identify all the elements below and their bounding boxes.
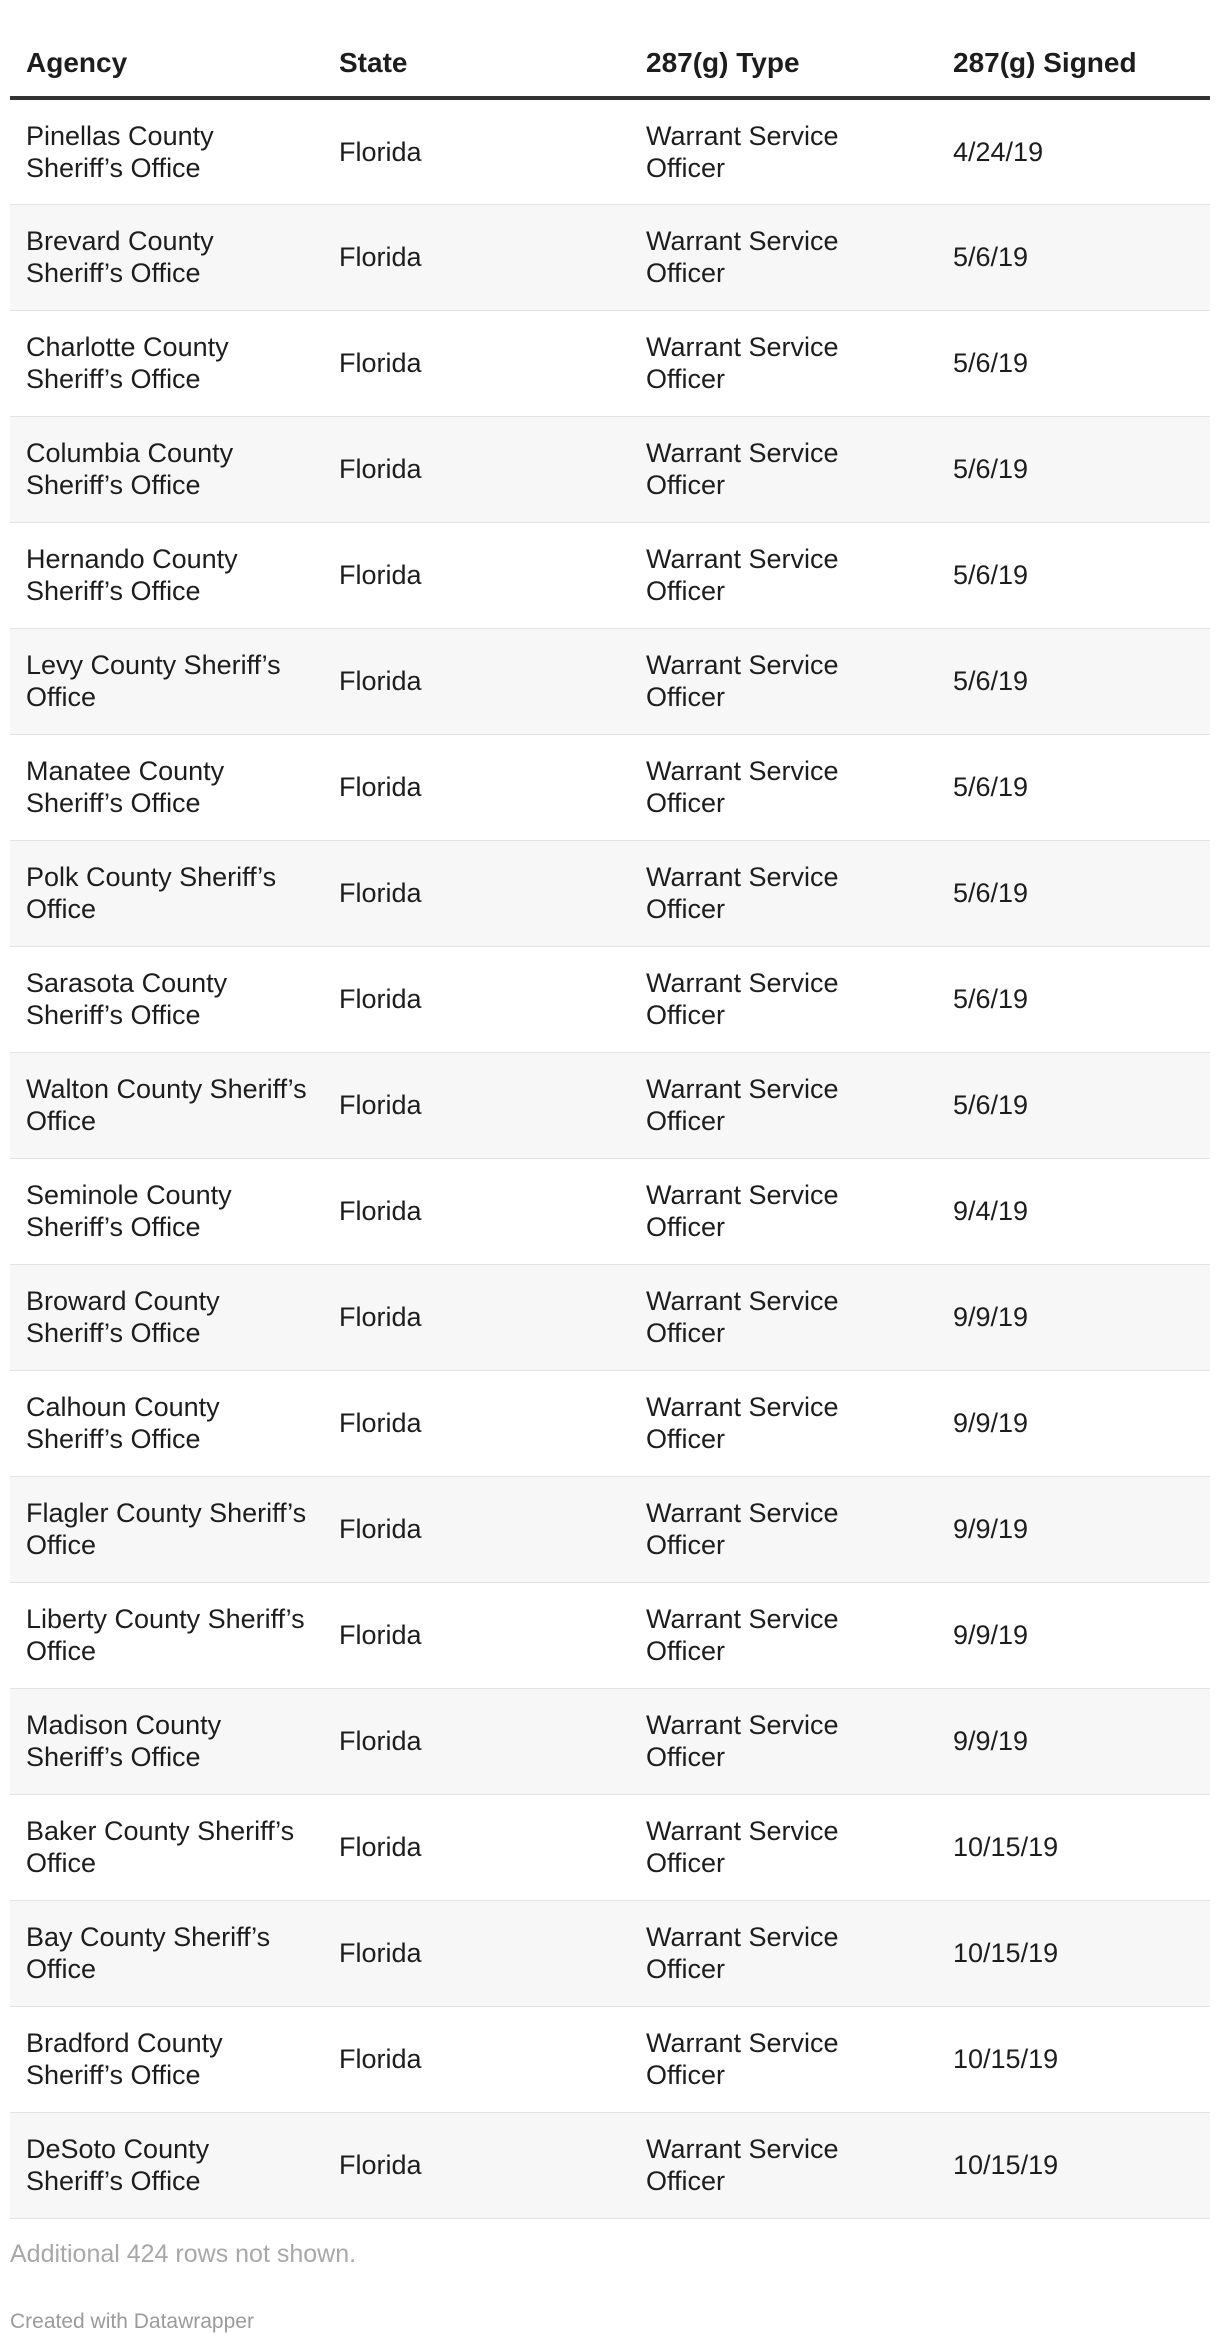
table-row [10, 1688, 1210, 1794]
state-cell: Florida [323, 1476, 630, 1582]
signed-date-cell: 5/6/19 [937, 628, 1210, 734]
signed-date-cell: 9/4/19 [937, 1158, 1210, 1264]
agency-cell: Walton County Sheriff’s Office [10, 1052, 323, 1158]
table-row [10, 416, 1210, 522]
type-cell: Warrant Service Officer [630, 2112, 937, 2218]
table-body [10, 98, 1210, 2218]
type-cell: Warrant Service Officer [630, 98, 937, 204]
type-cell: Warrant Service Officer [630, 1158, 937, 1264]
type-cell: Warrant Service Officer [630, 1264, 937, 1370]
type-cell: Warrant Service Officer [630, 416, 937, 522]
signed-date-cell: 5/6/19 [937, 946, 1210, 1052]
signed-date-cell: 9/9/19 [937, 1370, 1210, 1476]
state-cell: Florida [323, 946, 630, 1052]
state-cell: Florida [323, 522, 630, 628]
agency-cell: Bay County Sheriff’s Office [10, 1900, 323, 2006]
signed-date-cell: 9/9/19 [937, 1688, 1210, 1794]
type-cell: Warrant Service Officer [630, 2006, 937, 2112]
data-table [10, 30, 1210, 2219]
state-cell: Florida [323, 1900, 630, 2006]
agency-cell: Polk County Sheriff’s Office [10, 840, 323, 946]
table-row [10, 1582, 1210, 1688]
table-header [10, 30, 1210, 98]
table-row [10, 1158, 1210, 1264]
agency-cell: Baker County Sheriff’s Office [10, 1794, 323, 1900]
datawrapper-credit: Created with Datawrapper [10, 2310, 254, 2333]
state-cell: Florida [323, 416, 630, 522]
signed-date-cell: 10/15/19 [937, 1794, 1210, 1900]
signed-date-cell: 5/6/19 [937, 734, 1210, 840]
agency-cell: Calhoun County Sheriff’s Office [10, 1370, 323, 1476]
type-cell: Warrant Service Officer [630, 840, 937, 946]
signed-date-cell: 10/15/19 [937, 2112, 1210, 2218]
state-cell: Florida [323, 1370, 630, 1476]
signed-date-cell: 5/6/19 [937, 204, 1210, 310]
column-header-287g-type[interactable]: 287(g) Type [630, 30, 937, 98]
table-row [10, 1264, 1210, 1370]
type-cell: Warrant Service Officer [630, 628, 937, 734]
agency-cell: Manatee County Sheriff’s Office [10, 734, 323, 840]
signed-date-cell: 5/6/19 [937, 522, 1210, 628]
table-row [10, 1794, 1210, 1900]
state-cell: Florida [323, 2006, 630, 2112]
agency-cell: DeSoto County Sheriff’s Office [10, 2112, 323, 2218]
state-cell: Florida [323, 310, 630, 416]
agency-cell: Sarasota County Sheriff’s Office [10, 946, 323, 1052]
state-cell: Florida [323, 1794, 630, 1900]
table-row [10, 1370, 1210, 1476]
table-row [10, 734, 1210, 840]
agency-cell: Pinellas County Sheriff’s Office [10, 98, 323, 204]
state-cell: Florida [323, 1264, 630, 1370]
state-cell: Florida [323, 204, 630, 310]
agency-cell: Madison County Sheriff’s Office [10, 1688, 323, 1794]
type-cell: Warrant Service Officer [630, 734, 937, 840]
agency-cell: Columbia County Sheriff’s Office [10, 416, 323, 522]
type-cell: Warrant Service Officer [630, 1688, 937, 1794]
table-row [10, 98, 1210, 204]
state-cell: Florida [323, 1158, 630, 1264]
table-row [10, 628, 1210, 734]
signed-date-cell: 5/6/19 [937, 1052, 1210, 1158]
column-header-287g-signed[interactable]: 287(g) Signed [937, 30, 1210, 98]
type-cell: Warrant Service Officer [630, 1900, 937, 2006]
agency-cell: Flagler County Sheriff’s Office [10, 1476, 323, 1582]
signed-date-cell: 9/9/19 [937, 1264, 1210, 1370]
column-header-state[interactable]: State [323, 30, 630, 98]
state-cell: Florida [323, 2112, 630, 2218]
agency-cell: Brevard County Sheriff’s Office [10, 204, 323, 310]
table-row [10, 1476, 1210, 1582]
state-cell: Florida [323, 98, 630, 204]
table-row [10, 946, 1210, 1052]
type-cell: Warrant Service Officer [630, 522, 937, 628]
signed-date-cell: 4/24/19 [937, 98, 1210, 204]
agency-cell: Broward County Sheriff’s Office [10, 1264, 323, 1370]
table-row [10, 204, 1210, 310]
state-cell: Florida [323, 1052, 630, 1158]
type-cell: Warrant Service Officer [630, 204, 937, 310]
header-row [10, 30, 1210, 98]
agency-cell: Hernando County Sheriff’s Office [10, 522, 323, 628]
signed-date-cell: 10/15/19 [937, 1900, 1210, 2006]
table-row [10, 310, 1210, 416]
table-row [10, 840, 1210, 946]
type-cell: Warrant Service Officer [630, 1582, 937, 1688]
state-cell: Florida [323, 1582, 630, 1688]
table-row [10, 2006, 1210, 2112]
type-cell: Warrant Service Officer [630, 946, 937, 1052]
state-cell: Florida [323, 628, 630, 734]
table-row [10, 1052, 1210, 1158]
table-row [10, 2112, 1210, 2218]
signed-date-cell: 9/9/19 [937, 1476, 1210, 1582]
signed-date-cell: 5/6/19 [937, 416, 1210, 522]
state-cell: Florida [323, 840, 630, 946]
signed-date-cell: 9/9/19 [937, 1582, 1210, 1688]
type-cell: Warrant Service Officer [630, 310, 937, 416]
type-cell: Warrant Service Officer [630, 1476, 937, 1582]
agency-cell: Levy County Sheriff’s Office [10, 628, 323, 734]
type-cell: Warrant Service Officer [630, 1370, 937, 1476]
agency-cell: Charlotte County Sheriff’s Office [10, 310, 323, 416]
signed-date-cell: 10/15/19 [937, 2006, 1210, 2112]
table-notes: Additional 424 rows not shown. [10, 2240, 357, 2268]
table-row [10, 1900, 1210, 2006]
type-cell: Warrant Service Officer [630, 1052, 937, 1158]
column-header-agency[interactable]: Agency [10, 30, 323, 98]
agency-cell: Bradford County Sheriff’s Office [10, 2006, 323, 2112]
state-cell: Florida [323, 1688, 630, 1794]
signed-date-cell: 5/6/19 [937, 310, 1210, 416]
agency-cell: Seminole County Sheriff’s Office [10, 1158, 323, 1264]
agency-cell: Liberty County Sheriff’s Office [10, 1582, 323, 1688]
state-cell: Florida [323, 734, 630, 840]
table-row [10, 522, 1210, 628]
signed-date-cell: 5/6/19 [937, 840, 1210, 946]
type-cell: Warrant Service Officer [630, 1794, 937, 1900]
